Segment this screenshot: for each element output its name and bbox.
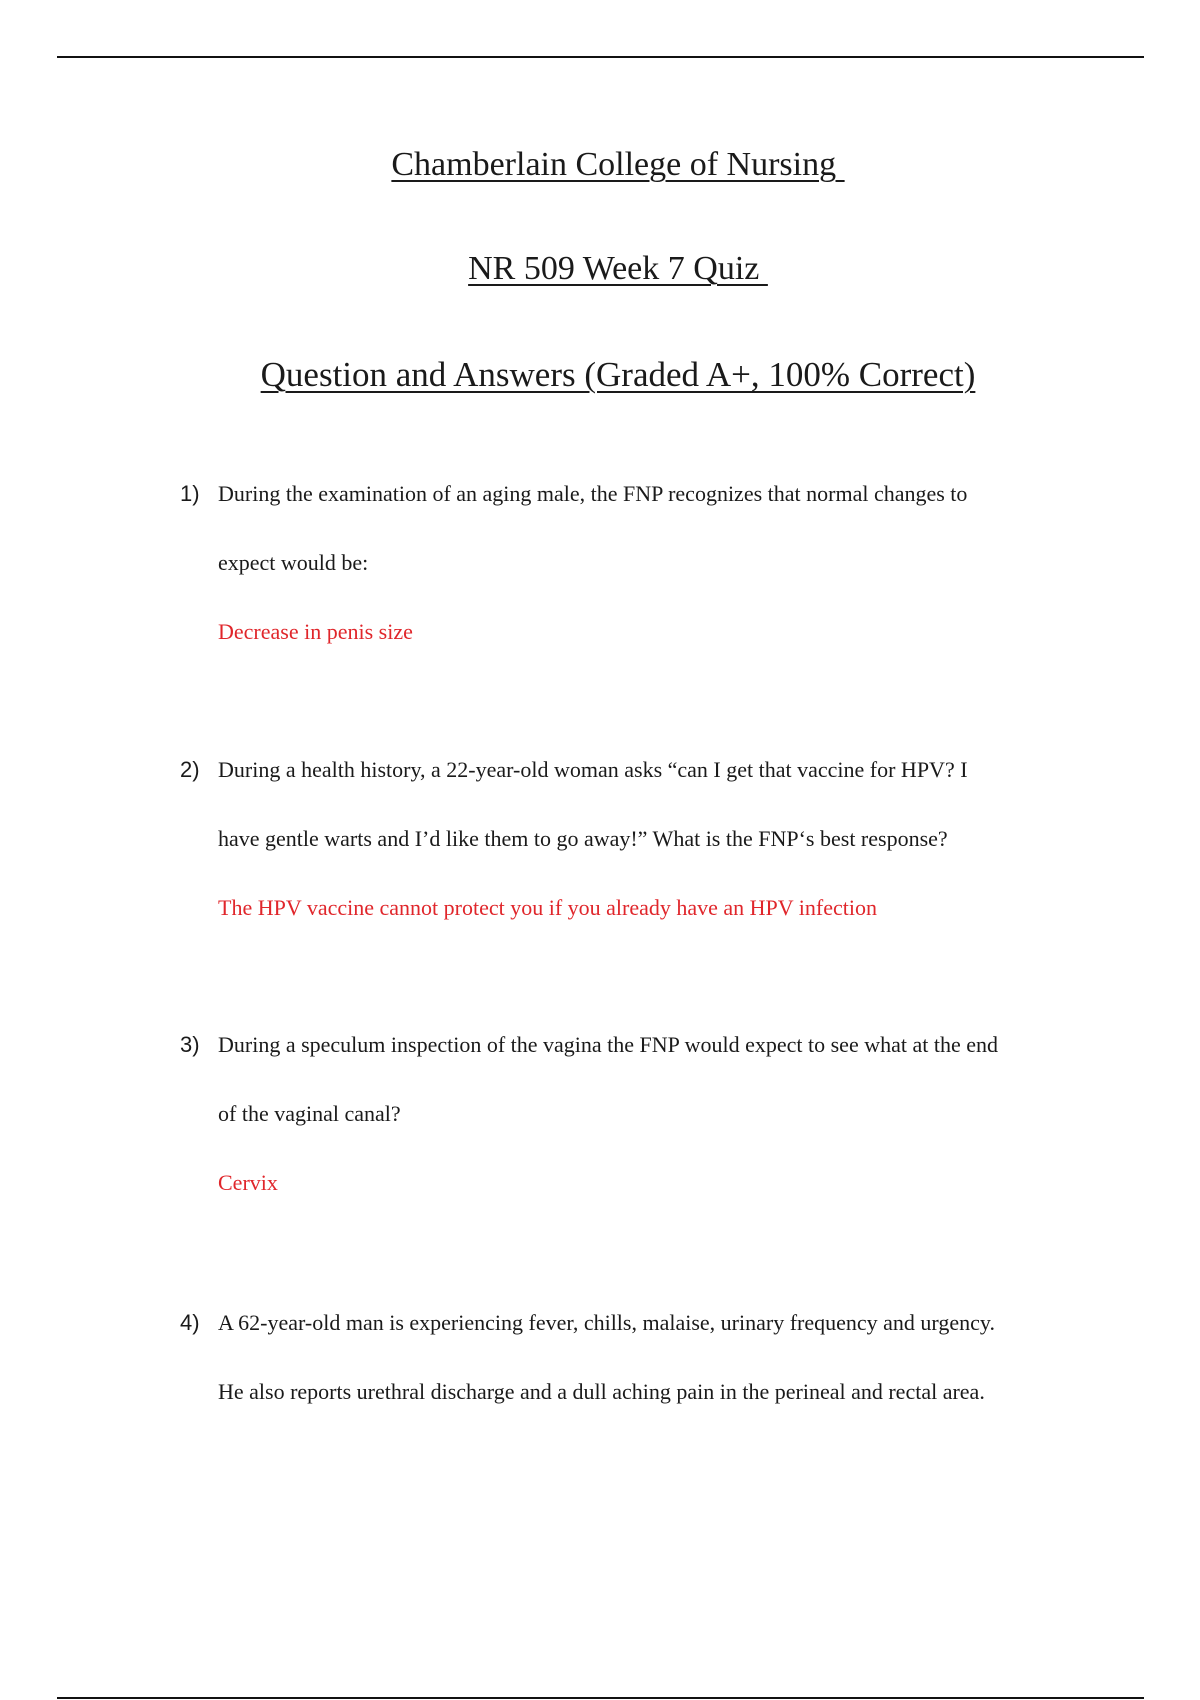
top-rule (57, 56, 1144, 58)
question-text-line-1: During a speculum inspection of the vagina the FNP would expect to see what at the end (218, 1032, 998, 1057)
question-number: 1) (180, 481, 200, 506)
question-text-line-2: of the vaginal canal? (218, 1101, 401, 1126)
bottom-rule (57, 1697, 1144, 1699)
answer-text: Decrease in penis size (218, 619, 413, 644)
college-title: Chamberlain College of Nursing (391, 146, 845, 183)
question-text-line-1: A 62-year-old man is experiencing fever, chills, malaise, urinary frequency and urgency. (218, 1310, 995, 1335)
question-text-line-1: During a health history, a 22-year-old woman asks “can I get that vaccine for HPV? I (218, 757, 968, 782)
question-text-line-2: have gentle warts and I’d like them to go away!” What is the FNP‘s best response? (218, 826, 948, 851)
question-number: 4) (180, 1310, 200, 1335)
answer-text: The HPV vaccine cannot protect you if you already have an HPV infection (218, 895, 877, 920)
quiz-subtitle: Question and Answers (Graded A+, 100% Correct) (260, 355, 976, 394)
question-text-line-2: expect would be: (218, 550, 369, 575)
quiz-title: NR 509 Week 7 Quiz (468, 250, 768, 287)
question-text-line-2: He also reports urethral discharge and a dull aching pain in the perineal and rectal area. (218, 1379, 985, 1404)
question-text-line-1: During the examination of an aging male, the FNP recognizes that normal changes to (218, 481, 968, 506)
question-number: 3) (180, 1032, 200, 1057)
answer-text: Cervix (218, 1170, 278, 1195)
question-number: 2) (180, 757, 200, 782)
